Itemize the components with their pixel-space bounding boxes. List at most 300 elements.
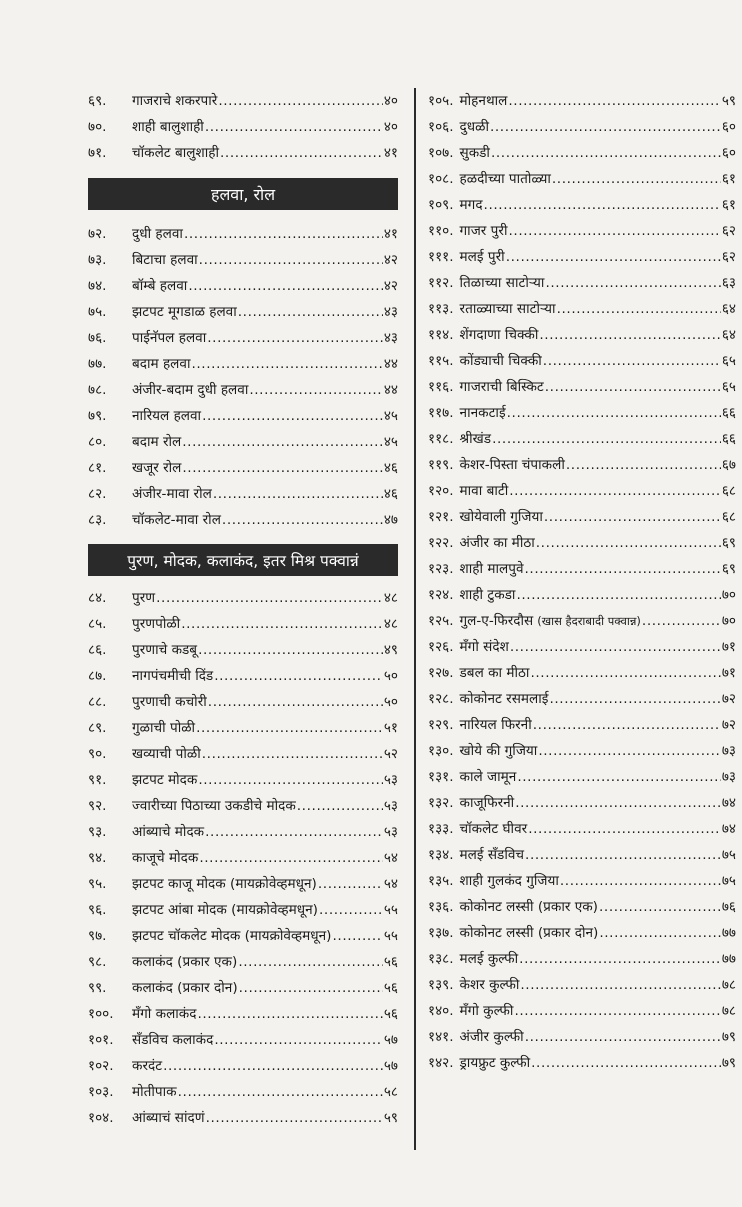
dot-leader xyxy=(509,478,721,504)
dot-leader xyxy=(520,972,720,998)
entry-page: ६० xyxy=(721,119,736,135)
dot-leader xyxy=(220,140,383,166)
entry-title: मोहनथाल xyxy=(459,93,508,109)
entry-page: ५३ xyxy=(383,824,398,840)
toc-entry xyxy=(88,114,398,140)
dot-leader xyxy=(515,790,721,816)
entry-number: १०९. xyxy=(428,197,454,213)
entry-title: मलई पुरी xyxy=(459,249,505,265)
entry-number: ७४. xyxy=(88,278,107,294)
dot-leader xyxy=(599,920,721,946)
entry-number: ८३. xyxy=(88,512,107,528)
dot-leader xyxy=(163,1053,383,1079)
dot-leader xyxy=(202,741,383,767)
entry-title: सँडविच कलाकंद xyxy=(132,1032,214,1048)
entry-number: १३५. xyxy=(428,873,454,889)
entry-page: ७९ xyxy=(721,1029,736,1045)
entry-title: काले जामून xyxy=(459,769,517,785)
toc-entry xyxy=(88,845,398,871)
entry-number: १३०. xyxy=(428,743,454,759)
entry-page: ७४ xyxy=(721,821,736,837)
entry-page: ५१ xyxy=(383,720,398,736)
toc-entry xyxy=(428,426,736,452)
dot-leader xyxy=(222,507,383,533)
entry-title: नानकटाई xyxy=(459,405,506,421)
dot-leader xyxy=(199,845,383,871)
entry-number: ८२. xyxy=(88,486,107,502)
entry-page: ५९ xyxy=(721,93,736,109)
entry-number: १०३. xyxy=(88,1084,114,1100)
entry-title: गाजराचे शकरपारे xyxy=(132,93,218,109)
dot-leader xyxy=(566,452,721,478)
entry-number: ८४. xyxy=(88,590,107,606)
entry-title: चॉकलेट घीवर xyxy=(459,821,528,837)
entry-page: ६९ xyxy=(721,561,736,577)
dot-leader xyxy=(197,1001,382,1027)
entry-title: केशर कुल्फी xyxy=(459,977,520,993)
entry-page: ६७ xyxy=(721,457,736,473)
entry-number: १३१. xyxy=(428,769,454,785)
dot-leader xyxy=(196,715,383,741)
toc-entry xyxy=(88,637,398,663)
dot-leader xyxy=(184,221,383,247)
entry-number: ११४. xyxy=(428,327,454,343)
entry-title: गुळाची पोळी xyxy=(132,720,196,736)
toc-entry xyxy=(88,221,398,247)
entry-title: काजूचे मोदक xyxy=(132,850,199,866)
entry-page: ६१ xyxy=(721,197,736,213)
entry-number: ९२. xyxy=(88,798,107,814)
toc-entry xyxy=(428,556,736,582)
entry-page: ७६ xyxy=(721,899,736,915)
entry-title: बिटाचा हलवा xyxy=(132,252,198,268)
dot-leader xyxy=(156,585,383,611)
section-heading-halwa: हलवा, रोल xyxy=(88,178,398,210)
dot-leader xyxy=(525,556,721,582)
entry-title: मलई कुल्फी xyxy=(459,951,519,967)
entry-page: ४९ xyxy=(383,642,398,658)
entry-number: १०१. xyxy=(88,1032,114,1048)
entry-number: ७२. xyxy=(88,226,107,242)
entry-number: १२५. xyxy=(428,613,454,629)
dot-leader xyxy=(202,403,383,429)
toc-entry xyxy=(428,166,736,192)
toc-entry xyxy=(88,1053,398,1079)
dot-leader xyxy=(492,426,721,452)
toc-entry xyxy=(88,611,398,637)
entry-title: झटपट मोदक xyxy=(132,772,198,788)
toc-entry xyxy=(428,348,736,374)
toc-entry xyxy=(88,1105,398,1131)
toc-entry xyxy=(88,247,398,273)
entry-title: झटपट चॉकलेट मोदक (मायक्रोवेव्हमधून) xyxy=(132,928,332,944)
entry-page: ४४ xyxy=(383,382,398,398)
entry-page: ७८ xyxy=(721,977,736,993)
toc-entry xyxy=(88,88,398,114)
entry-page: ६८ xyxy=(721,483,736,499)
entry-page: ५५ xyxy=(383,902,398,918)
entry-page: ४० xyxy=(383,119,398,135)
dot-leader xyxy=(552,166,721,192)
entry-number: ८१. xyxy=(88,460,107,476)
entry-page: ५३ xyxy=(383,798,398,814)
toc-entry xyxy=(88,819,398,845)
entry-title: पुरण xyxy=(132,590,156,606)
entry-number: ६९. xyxy=(88,93,107,109)
toc-entry xyxy=(428,478,736,504)
entry-number: ११८. xyxy=(428,431,454,447)
dot-leader xyxy=(507,400,721,426)
entry-title: चॉकलेट-मावा रोल xyxy=(132,512,221,528)
dot-leader xyxy=(549,686,720,712)
dot-leader xyxy=(249,377,383,403)
entry-title: मँगो कुल्फी xyxy=(459,1003,514,1019)
dot-leader xyxy=(214,663,383,689)
toc-entry xyxy=(428,712,736,738)
toc-entry xyxy=(428,140,736,166)
dot-leader xyxy=(490,114,721,140)
toc-entry xyxy=(88,140,398,166)
dot-leader xyxy=(205,114,383,140)
entry-title: नारियल फिरनी xyxy=(459,717,532,733)
toc-entry xyxy=(88,949,398,975)
toc-entry xyxy=(88,871,398,897)
entry-page: ६६ xyxy=(721,405,736,421)
dot-leader xyxy=(198,767,383,793)
entry-title: ड्रायफ्रुट कुल्फी xyxy=(459,1055,531,1071)
entry-title: बदाम रोल xyxy=(132,434,182,450)
entry-number: १३८. xyxy=(428,951,454,967)
toc-entry xyxy=(88,455,398,481)
dot-leader xyxy=(239,975,383,1001)
dot-leader xyxy=(516,582,720,608)
dot-leader xyxy=(508,88,720,114)
entry-page: ४७ xyxy=(383,512,398,528)
entry-page: ७५ xyxy=(721,873,736,889)
entry-title: मँगो संदेश xyxy=(459,639,509,655)
entry-page: ४८ xyxy=(383,590,398,606)
entry-page: ७१ xyxy=(721,639,736,655)
entry-page: ७० xyxy=(721,613,736,629)
dot-leader xyxy=(318,871,383,897)
entry-number: ८६. xyxy=(88,642,107,658)
toc-entry xyxy=(428,764,736,790)
dot-leader xyxy=(506,244,721,270)
entry-page: ४४ xyxy=(383,356,398,372)
toc-entry xyxy=(428,842,736,868)
toc-entry xyxy=(428,322,736,348)
entry-number: ९९. xyxy=(88,980,107,996)
entry-title: गाजर पुरी xyxy=(459,223,508,239)
entry-number: ७०. xyxy=(88,119,107,135)
entry-page: ४६ xyxy=(383,486,398,502)
entry-number: १२४. xyxy=(428,587,454,603)
section-heading-puran: पुरण, मोदक, कलाकंद, इतर मिश्र पक्वान्नं xyxy=(88,544,398,576)
entry-title: केशर-पिस्ता चंपाकली xyxy=(459,457,565,473)
entry-title: खजूर रोल xyxy=(132,460,182,476)
entry-page: ४६ xyxy=(383,460,398,476)
entry-title: पुरणाची कचोरी xyxy=(132,694,207,710)
entry-title: कोकोनट लस्सी (प्रकार एक) xyxy=(459,899,598,915)
entry-number: १०८. xyxy=(428,171,454,187)
toc-entry xyxy=(88,351,398,377)
toc-entry xyxy=(428,504,736,530)
toc-entry xyxy=(428,582,736,608)
entry-number: ११६. xyxy=(428,379,454,395)
entry-number: १२१. xyxy=(428,509,454,525)
entry-number: ८९. xyxy=(88,720,107,736)
entry-number: १३२. xyxy=(428,795,454,811)
entry-title: शेंगदाणा चिक्की xyxy=(459,327,539,343)
entry-title: ज्वारीच्या पिठाच्या उकडीचे मोदक xyxy=(132,798,296,814)
entry-number: १२०. xyxy=(428,483,454,499)
entry-page: ४३ xyxy=(383,304,398,320)
entry-title: नागपंचमीची दिंड xyxy=(132,668,214,684)
entry-number: १४१. xyxy=(428,1029,454,1045)
entry-title: कलाकंद (प्रकार दोन) xyxy=(132,980,238,996)
entry-number: ११०. xyxy=(428,223,454,239)
dot-leader xyxy=(510,634,721,660)
entry-title: चॉकलेट बालुशाही xyxy=(132,145,219,161)
toc-entry xyxy=(88,377,398,403)
entry-title: रताळ्याच्या साटोऱ्या xyxy=(459,301,556,317)
entry-title: करदंट xyxy=(132,1058,163,1074)
dot-leader xyxy=(539,322,721,348)
dot-leader xyxy=(530,660,720,686)
entry-number: ८५. xyxy=(88,616,107,632)
entry-page: ६६ xyxy=(721,431,736,447)
entry-page: ५८ xyxy=(383,1084,398,1100)
dot-leader xyxy=(528,816,721,842)
dot-leader xyxy=(533,712,721,738)
toc-entry xyxy=(88,793,398,819)
entry-title: श्रीखंड xyxy=(459,431,492,447)
entry-title: आंब्याचं सांदणं xyxy=(132,1110,205,1126)
entry-page: ५० xyxy=(383,694,398,710)
left-column xyxy=(88,88,398,1131)
entry-page: ७९ xyxy=(721,1055,736,1071)
entry-title: मावा बाटी xyxy=(459,483,509,499)
entry-number: ७७. xyxy=(88,356,107,372)
entry-number: १२९. xyxy=(428,717,454,733)
toc-entry xyxy=(428,114,736,140)
toc-entry xyxy=(428,192,736,218)
toc-entry xyxy=(428,738,736,764)
toc-entry xyxy=(428,270,736,296)
dot-leader xyxy=(182,429,383,455)
toc-entry xyxy=(88,507,398,533)
entry-title: सुकडी xyxy=(459,145,490,161)
dot-leader xyxy=(218,88,383,114)
entry-title: तिळाच्या साटोऱ्या xyxy=(459,275,545,291)
toc-entry xyxy=(88,1079,398,1105)
entry-page: ६५ xyxy=(721,379,736,395)
entry-title: डबल का मीठा xyxy=(459,665,530,681)
entry-title: खोये की गुजिया xyxy=(459,743,538,759)
entry-title: हळदीच्या पातोळ्या xyxy=(459,171,551,187)
entry-title: कोकोनट रसमलाई xyxy=(459,691,549,707)
entry-number: १०४. xyxy=(88,1110,114,1126)
toc-entry xyxy=(88,325,398,351)
entry-title: गुल-ए-फिरदौस xyxy=(459,613,534,629)
dot-leader xyxy=(525,1024,721,1050)
entry-page: ५९ xyxy=(383,1110,398,1126)
dot-leader xyxy=(238,949,383,975)
toc-entry xyxy=(88,585,398,611)
entry-page: ७३ xyxy=(721,769,736,785)
dot-leader xyxy=(188,273,383,299)
entry-title: अंजीर-बदाम दुधी हलवा xyxy=(132,382,249,398)
toc-entry xyxy=(88,481,398,507)
entry-page: ५४ xyxy=(383,850,398,866)
entry-title: कोंड्याची चिक्की xyxy=(459,353,542,369)
entry-page: ५६ xyxy=(383,954,398,970)
column-divider xyxy=(414,88,416,1150)
entry-page: ५५ xyxy=(383,928,398,944)
entry-page: ६८ xyxy=(721,509,736,525)
entry-number: ११९. xyxy=(428,457,454,473)
entry-number: ८०. xyxy=(88,434,107,450)
dot-leader xyxy=(484,192,721,218)
entry-title: मलई सँडविच xyxy=(459,847,525,863)
entry-page: ७० xyxy=(721,587,736,603)
toc-entry xyxy=(428,1050,736,1076)
entry-title: शाही बालुशाही xyxy=(132,119,204,135)
entry-page: ७२ xyxy=(721,691,736,707)
entry-number: ९३. xyxy=(88,824,107,840)
dot-leader xyxy=(599,894,721,920)
toc-entry xyxy=(88,975,398,1001)
entry-title: खव्याची पोळी xyxy=(132,746,201,762)
entry-number: १२८. xyxy=(428,691,454,707)
toc-entry xyxy=(88,1027,398,1053)
entry-number: १२६. xyxy=(428,639,454,655)
entry-page: ७७ xyxy=(721,951,736,967)
entry-title: पुरणपोळी xyxy=(132,616,181,632)
toc-entry xyxy=(88,273,398,299)
entry-title: कलाकंद (प्रकार एक) xyxy=(132,954,238,970)
entry-number: ९७. xyxy=(88,928,107,944)
entry-page: ४२ xyxy=(383,252,398,268)
entry-page: ६४ xyxy=(721,301,736,317)
entry-page: ६२ xyxy=(721,223,736,239)
entry-number: १२२. xyxy=(428,535,454,551)
toc-entry xyxy=(428,998,736,1024)
dot-leader xyxy=(319,897,383,923)
entry-number: ८८. xyxy=(88,694,107,710)
toc-entry xyxy=(88,897,398,923)
entry-number: १४२. xyxy=(428,1055,454,1071)
entry-page: ७२ xyxy=(721,717,736,733)
toc-entry xyxy=(88,663,398,689)
entry-number: ७८. xyxy=(88,382,107,398)
dot-leader xyxy=(531,1050,721,1076)
entry-number: ७९. xyxy=(88,408,107,424)
toc-entry xyxy=(428,920,736,946)
toc-entry xyxy=(428,1024,736,1050)
entry-title: मगद xyxy=(459,197,483,213)
toc-entry xyxy=(88,689,398,715)
entry-title: दुधळी xyxy=(459,119,489,135)
dot-leader xyxy=(206,1105,383,1131)
right-column xyxy=(428,88,736,1076)
toc-entry xyxy=(428,296,736,322)
entry-note: (खास हैदराबादी पक्वान्न) xyxy=(537,614,641,628)
entry-number: ९०. xyxy=(88,746,107,762)
entry-page: ५७ xyxy=(383,1058,398,1074)
dot-leader xyxy=(191,351,382,377)
entry-page: ७३ xyxy=(721,743,736,759)
entry-number: ११५. xyxy=(428,353,454,369)
entry-page: ५२ xyxy=(383,746,398,762)
toc-entry xyxy=(428,972,736,998)
entry-page: ५७ xyxy=(383,1032,398,1048)
dot-leader xyxy=(642,608,721,634)
entry-title: अंजीर-मावा रोल xyxy=(132,486,212,502)
entry-number: १२७. xyxy=(428,665,454,681)
entry-title: शाही गुलकंद गुजिया xyxy=(459,873,559,889)
entry-page: ४५ xyxy=(383,434,398,450)
entry-number: १०६. xyxy=(428,119,454,135)
toc-entry xyxy=(88,1001,398,1027)
toc-entry xyxy=(88,299,398,325)
entry-number: ९४. xyxy=(88,850,107,866)
entry-title: कोकोनट लस्सी (प्रकार दोन) xyxy=(459,925,599,941)
entry-title: अंजीर कुल्फी xyxy=(459,1029,524,1045)
entry-page: ५४ xyxy=(383,876,398,892)
entry-number: १३९. xyxy=(428,977,454,993)
entry-title: नारियल हलवा xyxy=(132,408,202,424)
entry-number: ७६. xyxy=(88,330,107,346)
entry-number: ९८. xyxy=(88,954,107,970)
entry-title: झटपट मूगडाळ हलवा xyxy=(132,304,237,320)
dot-leader xyxy=(207,325,383,351)
dot-leader xyxy=(557,296,721,322)
dot-leader xyxy=(545,374,721,400)
entry-page: ४० xyxy=(383,93,398,109)
toc-entry xyxy=(88,923,398,949)
dot-leader xyxy=(538,738,721,764)
entry-title: दुधी हलवा xyxy=(132,226,183,242)
entry-number: ८७. xyxy=(88,668,107,684)
toc-entry xyxy=(428,374,736,400)
entry-page: ६५ xyxy=(721,353,736,369)
entry-title: बदाम हलवा xyxy=(132,356,191,372)
entry-page: ६३ xyxy=(721,275,736,291)
top-entries xyxy=(88,88,398,166)
dot-leader xyxy=(297,793,383,819)
dot-leader xyxy=(560,868,721,894)
entry-number: १४०. xyxy=(428,1003,454,1019)
entry-page: ५६ xyxy=(383,980,398,996)
toc-entry xyxy=(428,452,736,478)
dot-leader xyxy=(536,530,721,556)
toc-entry xyxy=(428,244,736,270)
toc-entry xyxy=(428,400,736,426)
entry-title: अंजीर का मीठा xyxy=(459,535,535,551)
entry-page: ६४ xyxy=(721,327,736,343)
toc-entry xyxy=(428,88,736,114)
entry-number: ११७. xyxy=(428,405,454,421)
entry-page: ७४ xyxy=(721,795,736,811)
entry-page: ४१ xyxy=(383,226,398,242)
dot-leader xyxy=(544,504,721,530)
toc-entry xyxy=(88,767,398,793)
dot-leader xyxy=(214,1027,383,1053)
dot-leader xyxy=(205,819,383,845)
dot-leader xyxy=(182,455,382,481)
dot-leader xyxy=(198,637,383,663)
